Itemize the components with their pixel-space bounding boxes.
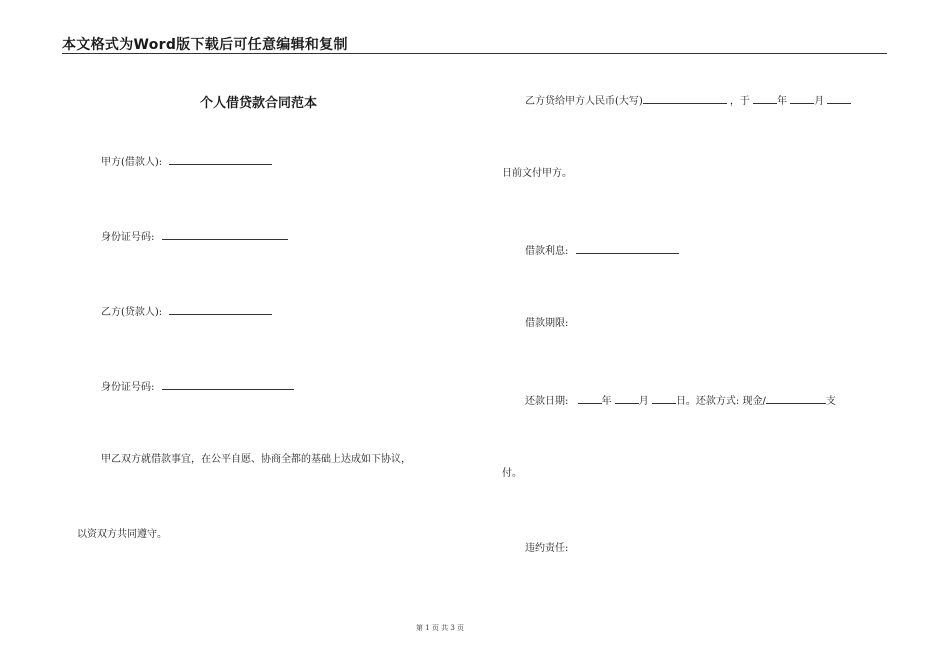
agreement-text: 甲乙双方就借款事宜，在公平自愿、协商全都的基础上达成如下协议， <box>101 454 411 465</box>
repay-method-label: 日。还款方式: 现金/ <box>675 396 766 407</box>
party-a-blank <box>169 153 272 165</box>
loan-amount-blank <box>643 92 727 104</box>
loan-amount-line <box>525 92 851 109</box>
repay-date-label: 还款日期: <box>525 396 569 407</box>
header-divider <box>62 53 887 54</box>
party-a-id-label: 身份证号码: <box>101 232 155 243</box>
document-title: 个人借贷款合同范本 <box>200 96 318 111</box>
interest-label: 借款利息: <box>525 246 569 257</box>
repay-continuation: 付。 <box>502 468 522 479</box>
interest-line <box>525 242 679 259</box>
party-a-label: 甲方(借款人): <box>101 157 163 168</box>
page-footer: 第 1 页 共 3 页 <box>415 624 465 632</box>
repay-year-label: 年 <box>601 396 612 407</box>
repayment-line <box>525 392 836 409</box>
repay-month-blank <box>615 392 639 404</box>
loan-amount-label: 乙方贷给甲方人民币(大写) <box>525 96 643 107</box>
repay-year-blank <box>578 392 602 404</box>
party-b-blank <box>169 303 272 315</box>
party-b-line <box>101 303 272 320</box>
delivery-text: 日前文付甲方。 <box>502 168 572 179</box>
interest-blank <box>576 242 679 254</box>
repay-pay-char: 支 <box>825 396 836 407</box>
loan-year-blank <box>753 92 777 104</box>
agreement-continuation: 以资双方共同遵守。 <box>77 529 167 540</box>
party-b-label: 乙方(贷款人): <box>101 307 163 318</box>
loan-month-label: 月 <box>814 96 825 107</box>
party-a-id-blank <box>162 228 288 240</box>
party-b-id-blank <box>162 378 294 390</box>
loan-year-label: 年 <box>777 96 787 107</box>
party-a-id-line <box>101 228 288 245</box>
loan-month-blank <box>790 92 814 104</box>
document-header: 本文格式为Word版下载后可任意编辑和复制 <box>62 37 348 53</box>
repay-method-blank <box>766 392 826 404</box>
party-b-id-label: 身份证号码: <box>101 382 155 393</box>
breach-label: 违约责任: <box>525 543 569 554</box>
party-b-id-line <box>101 378 294 395</box>
term-label: 借款期限: <box>525 318 569 329</box>
loan-amount-comma: ，于 <box>729 96 750 107</box>
repay-month-label: 月 <box>638 396 649 407</box>
loan-day-blank <box>827 92 851 104</box>
party-a-line <box>101 153 272 170</box>
repay-day-blank <box>652 392 676 404</box>
